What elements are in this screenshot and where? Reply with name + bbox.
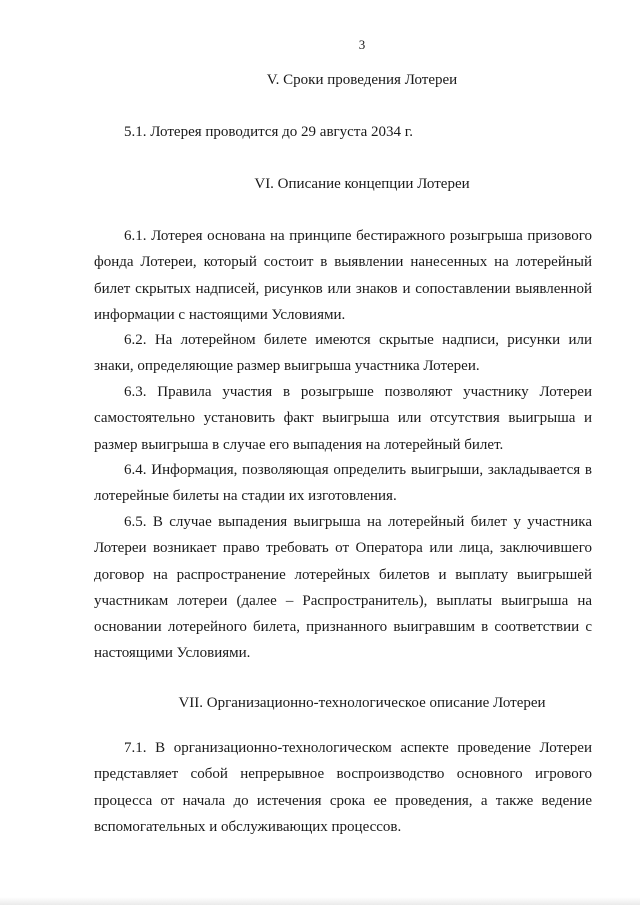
page-number: 3 xyxy=(358,37,366,52)
paragraph-6-4: 6.4. Информация, позволяющая определить выигрыши, закладывается в лотерейные билеты на стадии их изготовления. xyxy=(94,462,592,505)
scan-bottom-edge xyxy=(0,897,640,905)
paragraph-6-5: 6.5. В случае выпадения выигрыша на лотерейный билет у участника Лотереи возникает право требовать от Оператора или лица, заключившего договор на распространение лотерейных билетов и выплату выигрышей участникам лотереи (далее – Распространитель), выплаты выигрыша на основании лотерейного билета, признанного выигравшим в соответствии с настоящими Условиями. xyxy=(94,514,592,662)
paragraph-6-2: 6.2. На лотерейном билете имеются скрытые надписи, рисунки или знаки, определяющие размер выигрыша участника Лотереи. xyxy=(94,332,592,375)
paragraph-5-1: 5.1. Лотерея проводится до 29 августа 2034 г. xyxy=(124,124,413,140)
paragraph-7-1: 7.1. В организационно-технологическом аспекте проведение Лотереи представляет собой непрерывное воспроизводство основного игрового процесса от начала до истечения срока ее проведения, а также ведение вспомогательных и обслуживающих процессов. xyxy=(94,740,592,835)
paragraph-6-1: 6.1. Лотерея основана на принципе бестиражного розыгрыша призового фонда Лотереи, который состоит в выявлении нанесенных на лотерейный билет скрытых надписей, рисунков или знаков и сопоставлении выявленной информации с настоящими Условиями. xyxy=(94,228,592,323)
section-7-heading: VII. Организационно-технологическое описание Лотереи xyxy=(178,695,546,711)
section-6-heading: VI. Описание концепции Лотереи xyxy=(254,176,470,192)
section-5-heading: V. Сроки проведения Лотереи xyxy=(266,72,458,88)
paragraph-6-3: 6.3. Правила участия в розыгрыше позволяют участнику Лотереи самостоятельно установить факт выигрыша или отсутствия выигрыша и размер выигрыша в случае его выпадения на лотерейный билет. xyxy=(94,384,592,453)
